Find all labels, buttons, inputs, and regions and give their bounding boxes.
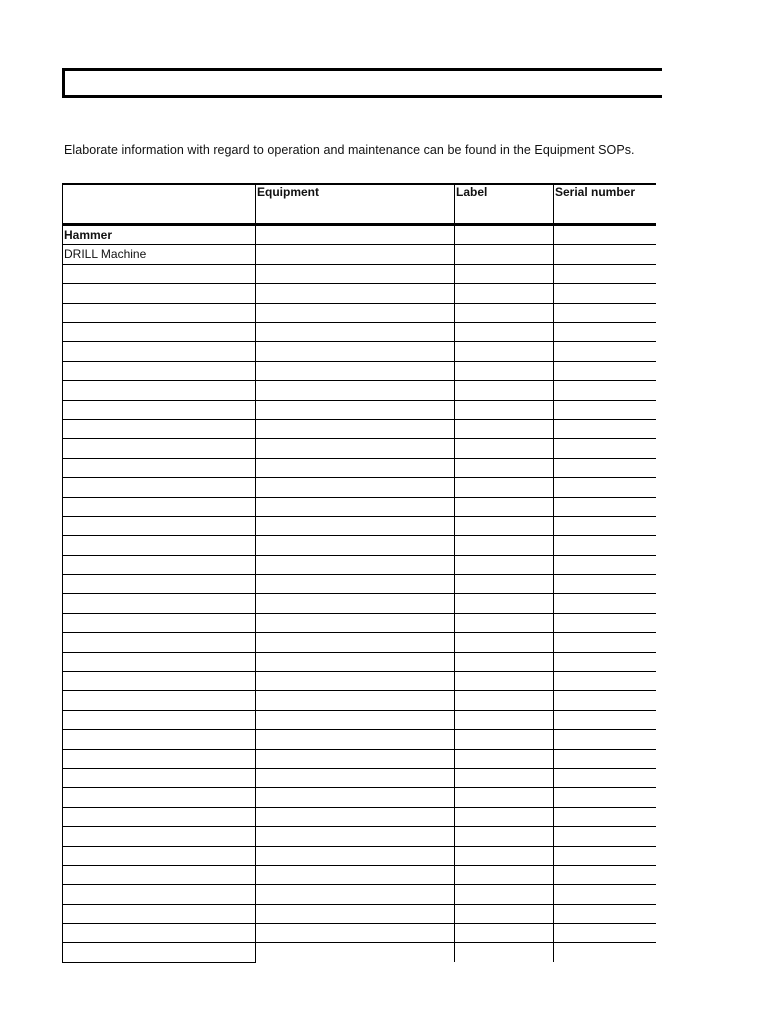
table-cell[interactable]	[256, 478, 455, 497]
table-row	[63, 322, 656, 341]
table-row	[63, 303, 656, 322]
table-cell[interactable]	[455, 672, 554, 691]
table-cell[interactable]	[63, 943, 256, 962]
table-row	[63, 284, 656, 303]
table-row	[63, 652, 656, 671]
table-cell[interactable]	[256, 691, 455, 710]
table-cell[interactable]	[554, 807, 656, 826]
table-cell[interactable]	[256, 555, 455, 574]
table-cell[interactable]	[63, 575, 256, 594]
table-cell[interactable]	[63, 691, 256, 710]
table-cell[interactable]	[554, 633, 656, 652]
table-cell[interactable]	[63, 633, 256, 652]
table-cell[interactable]	[455, 400, 554, 419]
table-cell[interactable]	[63, 439, 256, 458]
table-row	[63, 516, 656, 535]
table-cell[interactable]	[554, 613, 656, 632]
table-row	[63, 342, 656, 361]
table-cell[interactable]	[554, 342, 656, 361]
table-cell[interactable]	[554, 497, 656, 516]
table-cell[interactable]	[63, 710, 256, 729]
table-row	[63, 594, 656, 613]
table-cell[interactable]	[63, 381, 256, 400]
table-cell[interactable]	[455, 245, 554, 264]
table-cell[interactable]	[256, 652, 455, 671]
table-cell[interactable]	[455, 846, 554, 865]
table-cell[interactable]	[63, 904, 256, 923]
table-cell[interactable]	[554, 225, 656, 245]
table-cell[interactable]	[63, 361, 256, 380]
table-cell[interactable]	[554, 478, 656, 497]
table-cell[interactable]	[554, 381, 656, 400]
table-cell[interactable]	[256, 904, 455, 923]
header-cell-label: Label	[455, 184, 554, 225]
table-cell[interactable]	[63, 555, 256, 574]
table-cell[interactable]: Hammer	[63, 225, 256, 245]
table-cell[interactable]	[63, 516, 256, 535]
table-cell[interactable]	[455, 225, 554, 245]
table-cell[interactable]	[554, 730, 656, 749]
table-cell[interactable]	[554, 846, 656, 865]
table-cell[interactable]	[256, 672, 455, 691]
table-cell[interactable]	[256, 400, 455, 419]
table-cell[interactable]	[554, 555, 656, 574]
table-cell[interactable]	[554, 536, 656, 555]
table-cell[interactable]	[455, 749, 554, 768]
table-cell[interactable]	[256, 575, 455, 594]
table-cell[interactable]	[455, 633, 554, 652]
table-cell[interactable]	[256, 536, 455, 555]
table-cell[interactable]	[63, 672, 256, 691]
table-row	[63, 555, 656, 574]
table-cell[interactable]	[256, 284, 455, 303]
table-row	[63, 419, 656, 438]
table-cell[interactable]	[554, 865, 656, 884]
table-cell[interactable]	[554, 943, 656, 962]
table-cell[interactable]	[455, 788, 554, 807]
table-cell[interactable]	[455, 613, 554, 632]
table-cell[interactable]	[554, 885, 656, 904]
table-row	[63, 865, 656, 884]
table-cell[interactable]	[455, 342, 554, 361]
table-cell[interactable]	[455, 691, 554, 710]
table-cell[interactable]	[256, 924, 455, 943]
table-cell[interactable]	[554, 652, 656, 671]
table-cell[interactable]	[256, 710, 455, 729]
table-cell[interactable]	[455, 865, 554, 884]
table-cell[interactable]	[455, 322, 554, 341]
table-cell[interactable]	[554, 303, 656, 322]
table-row	[63, 381, 656, 400]
table-cell[interactable]	[554, 575, 656, 594]
table-cell[interactable]	[455, 904, 554, 923]
table-cell[interactable]	[554, 458, 656, 477]
table-cell[interactable]	[554, 419, 656, 438]
table-row	[63, 730, 656, 749]
table-cell[interactable]	[256, 846, 455, 865]
table-cell[interactable]	[63, 497, 256, 516]
table-cell[interactable]	[455, 807, 554, 826]
table-cell[interactable]	[455, 768, 554, 787]
table-row	[63, 613, 656, 632]
table-row	[63, 691, 656, 710]
table-cell[interactable]	[63, 284, 256, 303]
intro-text: Elaborate information with regard to operation and maintenance can be found in the Equipment SOPs.	[64, 143, 635, 157]
table-cell[interactable]	[455, 264, 554, 283]
table-cell[interactable]	[455, 827, 554, 846]
table-cell[interactable]	[455, 439, 554, 458]
table-cell[interactable]	[256, 303, 455, 322]
table-row	[63, 245, 656, 264]
table-row	[63, 400, 656, 419]
table-cell[interactable]	[256, 827, 455, 846]
table-cell[interactable]	[455, 710, 554, 729]
table-cell[interactable]	[63, 865, 256, 884]
table-cell[interactable]	[63, 827, 256, 846]
table-row	[63, 885, 656, 904]
table-cell[interactable]	[63, 536, 256, 555]
table-row	[63, 264, 656, 283]
table-cell[interactable]	[554, 361, 656, 380]
table-cell[interactable]	[63, 594, 256, 613]
table-cell[interactable]	[63, 924, 256, 943]
table-row	[63, 458, 656, 477]
table-row	[63, 497, 656, 516]
table-cell[interactable]	[554, 264, 656, 283]
table-row	[63, 575, 656, 594]
table-header-row	[63, 184, 656, 225]
table-cell[interactable]	[455, 419, 554, 438]
table-cell[interactable]	[455, 885, 554, 904]
table-cell[interactable]	[256, 594, 455, 613]
table-cell[interactable]	[63, 613, 256, 632]
table-cell[interactable]	[455, 730, 554, 749]
table-row	[63, 710, 656, 729]
table-row	[63, 633, 656, 652]
table-cell[interactable]	[554, 594, 656, 613]
table-cell[interactable]	[63, 478, 256, 497]
table-cell[interactable]	[256, 225, 455, 245]
table-row	[63, 768, 656, 787]
table-cell[interactable]	[256, 439, 455, 458]
table-cell[interactable]	[554, 245, 656, 264]
table-cell[interactable]: DRILL Machine	[63, 245, 256, 264]
table-cell[interactable]	[455, 924, 554, 943]
table-row	[63, 943, 656, 962]
table-cell[interactable]	[554, 749, 656, 768]
table-cell[interactable]	[455, 516, 554, 535]
table-cell[interactable]	[455, 536, 554, 555]
table-cell[interactable]	[256, 516, 455, 535]
table-cell[interactable]	[63, 807, 256, 826]
table-cell[interactable]	[63, 768, 256, 787]
table-cell[interactable]	[256, 264, 455, 283]
table-row	[63, 827, 656, 846]
table-cell[interactable]	[63, 264, 256, 283]
table-cell[interactable]	[256, 885, 455, 904]
table-cell[interactable]	[63, 458, 256, 477]
table-cell[interactable]	[554, 672, 656, 691]
table-cell[interactable]	[256, 361, 455, 380]
table-cell[interactable]	[554, 439, 656, 458]
table-cell[interactable]	[256, 865, 455, 884]
table-cell[interactable]	[455, 555, 554, 574]
table-cell[interactable]	[256, 633, 455, 652]
table-cell[interactable]	[256, 788, 455, 807]
table-row	[63, 924, 656, 943]
table-cell[interactable]	[455, 497, 554, 516]
table-row	[63, 904, 656, 923]
table-cell[interactable]	[554, 322, 656, 341]
table-cell[interactable]	[554, 827, 656, 846]
table-cell[interactable]	[256, 245, 455, 264]
table-cell[interactable]	[455, 575, 554, 594]
table-cell[interactable]	[455, 284, 554, 303]
table-cell[interactable]	[554, 788, 656, 807]
header-cell-equipment: Equipment	[256, 184, 455, 225]
table-cell[interactable]	[455, 303, 554, 322]
table-cell[interactable]	[63, 749, 256, 768]
table-body	[63, 225, 656, 963]
table-cell[interactable]	[554, 904, 656, 923]
table-cell[interactable]	[63, 419, 256, 438]
header-cell-blank	[63, 184, 256, 225]
table-cell[interactable]	[256, 943, 455, 962]
table-cell[interactable]	[256, 322, 455, 341]
table-cell[interactable]	[63, 652, 256, 671]
table-cell[interactable]	[455, 943, 554, 962]
table-cell[interactable]	[554, 400, 656, 419]
table-cell[interactable]	[455, 594, 554, 613]
header-cell-serial-number: Serial number	[554, 184, 656, 225]
table-cell[interactable]	[455, 361, 554, 380]
table-cell[interactable]	[256, 730, 455, 749]
table-cell[interactable]	[554, 284, 656, 303]
table-cell[interactable]	[455, 381, 554, 400]
table-cell[interactable]	[256, 768, 455, 787]
table-row	[63, 225, 656, 245]
table-cell[interactable]	[455, 458, 554, 477]
table-cell[interactable]	[63, 846, 256, 865]
table-cell[interactable]	[455, 652, 554, 671]
table-row	[63, 807, 656, 826]
table-cell[interactable]	[554, 710, 656, 729]
table-cell[interactable]	[256, 419, 455, 438]
table-row	[63, 846, 656, 865]
table-row	[63, 361, 656, 380]
table-cell[interactable]	[256, 458, 455, 477]
table-row	[63, 536, 656, 555]
table-cell[interactable]	[256, 342, 455, 361]
table-row	[63, 749, 656, 768]
table-row	[63, 672, 656, 691]
table-cell[interactable]	[256, 381, 455, 400]
table-cell[interactable]	[554, 516, 656, 535]
table-cell[interactable]	[554, 924, 656, 943]
table-cell[interactable]	[455, 478, 554, 497]
table-cell[interactable]	[256, 807, 455, 826]
table-cell[interactable]	[256, 613, 455, 632]
table-cell[interactable]	[554, 691, 656, 710]
table-cell[interactable]	[63, 303, 256, 322]
table-cell[interactable]	[63, 400, 256, 419]
table-cell[interactable]	[63, 730, 256, 749]
equipment-table	[62, 183, 656, 963]
table-row	[63, 439, 656, 458]
table-cell[interactable]	[256, 749, 455, 768]
form-title-box	[62, 68, 662, 98]
table-cell[interactable]	[63, 885, 256, 904]
table-cell[interactable]	[63, 342, 256, 361]
table-cell[interactable]	[63, 788, 256, 807]
table-cell[interactable]	[256, 497, 455, 516]
table-cell[interactable]	[63, 322, 256, 341]
table-row	[63, 788, 656, 807]
table-cell[interactable]	[554, 768, 656, 787]
table-row	[63, 478, 656, 497]
